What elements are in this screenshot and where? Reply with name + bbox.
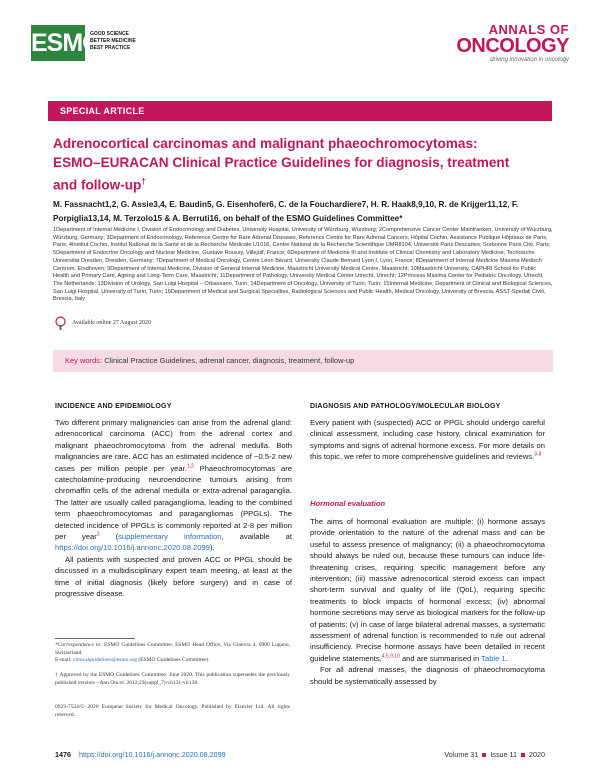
- keywords-box: [53, 350, 553, 372]
- year: 2020: [529, 750, 545, 759]
- keywords-value: Clinical Practice Guidelines, adrenal cancer, diagnosis, treatment, follow-up: [104, 356, 355, 365]
- section-label: SPECIAL ARTICLE: [60, 106, 145, 116]
- table-link[interactable]: Table 1: [481, 653, 506, 663]
- citation[interactable]: 4,5,9,10: [381, 653, 400, 660]
- subheading-hormonal: Hormonal evaluation: [310, 499, 386, 508]
- issue: Issue 11: [490, 750, 517, 759]
- email-link[interactable]: clinicalguidelines@esmo.org: [72, 657, 137, 664]
- article-title: [53, 134, 523, 195]
- paragraph: All patients with suspected and proven ACC or PPGL should be discussed in a multidisciplinary expert team meeting, at least at the time of initial diagnosis (likely before surgery) and in case of progressive disease.: [55, 554, 292, 599]
- text: The aims of hormonal evaluation are multiple: (i) hormone assays provide orientation to the nature of the adrenal mass and can be useful to assess presence of malignancy; (ii) a phaeochromocytoma should always be ruled out, because these tumours can induce life-threatening crises, requiring specific management before any intervention; (iii) massive adrenocortical steroid excess can impact short-term survival and quality of life (QoL), requiring specific treatments to block impacts of hormonal excess; (iv) abnormal hormone secretions may serve as biological markers for the follow-up of patients; (v) in case of large bilateral adrenal masses, a systematic assessment of adrenal function is recommended to rule out adrenal insufficiency. Precise hormone assays have been detailed in recent guideline statements,: [310, 517, 545, 663]
- citation[interactable]: 1,2: [186, 463, 194, 470]
- right-column-body-2: [310, 516, 545, 687]
- citation[interactable]: 3: [96, 531, 100, 538]
- journal-logo: [456, 22, 569, 63]
- keywords-label: Key words:: [65, 356, 103, 365]
- journal-name-line2: ONCOLOGY: [456, 35, 569, 57]
- section-bar: [48, 101, 552, 121]
- esmo-tagline-line: BEST PRACTICE: [90, 45, 131, 51]
- heading-incidence: INCIDENCE AND EPIDEMIOLOGY: [55, 403, 172, 410]
- footnote-correspondence: [55, 642, 290, 665]
- esmo-tagline-line: GOOD SCIENCE: [90, 31, 129, 37]
- esmo-tagline-line: BETTER MEDICINE: [90, 38, 136, 44]
- text: ).: [209, 543, 215, 553]
- journal-tagline: driving innovation in oncology: [490, 57, 569, 63]
- right-column-body: [310, 417, 545, 463]
- esmo-logo: ESMO: [31, 25, 85, 61]
- paragraph: [55, 417, 292, 554]
- title-footnote-mark[interactable]: †: [141, 177, 146, 186]
- volume: Volume 31: [444, 750, 479, 759]
- footer-left: [55, 750, 226, 759]
- text: and are summarised in: [399, 653, 482, 663]
- crossmark-icon[interactable]: [55, 316, 66, 330]
- corr-label: *Correspondence to:: [55, 642, 103, 648]
- footnote-rule: [55, 638, 135, 639]
- heading-diagnosis: DIAGNOSIS AND PATHOLOGY/MOLECULAR BIOLOGY: [310, 403, 501, 410]
- footer-doi-link[interactable]: https://doi.org/10.1016/j.annonc.2020.08.2099: [79, 750, 226, 759]
- footnote-approved: † Approved by the ESMO Guidelines Committee: June 2020. This publication supersedes the previously published version—Ann Oncol. 2012;23(suppl_7):vii131-vii138.: [55, 672, 290, 686]
- text: Two different primary malignancies can arise from the adrenal gland: adrenocortical carcinoma (ACC) from the adrenal cortex and malignant phaeochromocytoma from the adrenal medulla. Both malignancies are rare. ACC has an estimated incidence of ~0.5-2 new cases per million people per year.: [55, 418, 292, 473]
- left-column-body: [55, 417, 292, 600]
- author-list: M. Fassnacht1,2, G. Assie3,4, E. Baudin5, G. Eisenhofer6, C. de la Fouchardiere7, H. R. Haak8,9,10, R. de Krijger11,12, F. Porpiglia13,14, M. Terzolo15 & A. Berruti16, on behalf of the ESMO Guidelines Committee*: [53, 200, 519, 223]
- separator-square: [521, 753, 525, 757]
- footnote-issn: 0923-7534/© 2020 European Society for Medical Oncology. Published by Elsevier Ltd. All rights reserved.: [55, 704, 290, 718]
- doi-link[interactable]: https://doi.org/10.1016/j.annonc.2020.08.2099: [55, 543, 210, 553]
- title-text: Adrenocortical carcinomas and malignant phaeochromocytomas: ESMO–EURACAN Clinical Practice Guidelines for diagnosis, treatment and follow-up: [53, 136, 510, 193]
- text: (: [99, 532, 119, 542]
- available-online: Available online 27 August 2020: [72, 320, 151, 326]
- text: Every patient with (suspected) ACC or PPGL should undergo careful clinical assessment, including case history, clinical examination for symptoms and signs of adrenal hormone excess. For more details on this topic, we refer to more comprehensive guidelines and reviews.: [310, 418, 545, 462]
- paragraph: [310, 417, 545, 463]
- text: , available at: [221, 532, 293, 542]
- footer-right: [444, 750, 545, 759]
- esmo-tagline: [90, 31, 136, 52]
- affiliations: 1Department of Internal Medicine I, Division of Endocrinology and Diabetes, University Hospital, University of Würzburg, Würzburg; 2Comprehensive Cancer Center Mainfranken, University of Würzburg, Würzburg, Germany; 3Department of Endocrinology, Reference Centre for Rare Adrenal Diseases, Reference Centre for Rare Adrenal Cancers, Hôpital Cochin, Assistance Publique Hôpitaux de Paris, Paris; 4Institut Cochin, Institut National de la Santé et de la Recherche Médicale U1016, Centre National de la Recherche Scientifique UMR8104, Université Paris Descartes, Sorbonne Paris Cité, Paris; 5Department of Endocrine Oncology and Nuclear Medicine, Gustave Roussy, Villejuif, France; 6Department of Medicine III and Institute of Clinical Chemistry and Laboratory Medicine, Technische Universität Dresden, Dresden, Germany; 7Department of Medical Oncology, Centre Léon Bérard, University Claude Bernard Lyon I, Lyon, France; 8Department of Internal Medicine Máxima Medisch Centrum, Eindhoven; 9Department of Internal Medicine, Division of General Internal Medicine, Maastricht University Medical Centre, Maastricht; 10Maastricht University, CAPHRI School for Public Health and Primary Care, Ageing and Long-Term Care, Maastricht; 11Department of Pathology, University Medical Center Utrecht, Utrecht; 12Princess Máxima Center for Pediatric Oncology, Utrecht, The Netherlands; 13Division of Urology, San Luigi Hospital – Orbassano, Turin; 14Department of Oncology, University of Turin, Turin; 15Internal Medicine, Department of Clinical and Biological Sciences, San Luigi Hospital, University of Turin, Turin; 16Department of Medical and Surgical Specialties, Radiological Sciences and Public Health, Medical Oncology, University of Brescia, ASST-Spedali Civili, Brescia, Italy: [53, 227, 553, 303]
- text: .: [505, 653, 508, 663]
- text: Phaeochromocytomas are catecholamine-producing neuroendocrine tumours arising from chromaffin cells of the adrenal medulla or extra-adrenal paraganglia. The latter are usually called paraganglioma, leading to the combined term phaeochromocytomas and paragangliomas (PPGLs). The detected incidence of PPGLs is commonly reported at 2-8 per million per year: [55, 463, 293, 542]
- corr-text: ESMO Guidelines Committee, ESMO Head Office, Via Ginevra 4, 6900 Lugano, Switzerland: [55, 642, 290, 656]
- email-label: E-mail:: [55, 657, 73, 664]
- separator-square: [482, 753, 486, 757]
- citation[interactable]: 3-8: [534, 451, 542, 458]
- journal-name-line1: ANNALS OF: [488, 22, 569, 37]
- supplementary-link[interactable]: supplementary information: [118, 532, 222, 542]
- paragraph: [310, 516, 545, 664]
- page-number: 1476: [55, 750, 71, 759]
- email-after: (ESMO Guidelines Committee).: [136, 657, 210, 664]
- paragraph: For all adrenal masses, the diagnosis of phaeochromocytoma should be systematically assessed by: [310, 665, 545, 686]
